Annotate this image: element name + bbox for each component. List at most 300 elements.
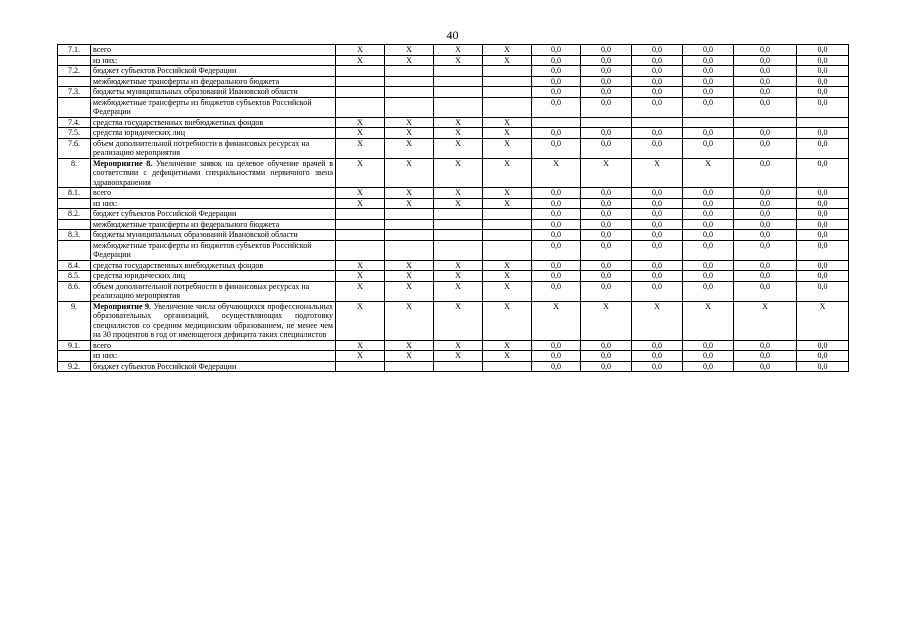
value-cell: X: [385, 281, 434, 301]
value-cell: [336, 230, 385, 241]
value-cell: 0,0: [632, 128, 683, 139]
value-cell: 0,0: [683, 97, 734, 117]
value-cell: 0,0: [734, 240, 797, 260]
value-cell: 0,0: [683, 198, 734, 209]
table-row: [58, 87, 849, 98]
row-number: 8.: [58, 158, 91, 188]
value-cell: 0,0: [581, 340, 632, 351]
value-cell: X: [336, 351, 385, 362]
value-cell: X: [483, 45, 532, 56]
value-cell: [434, 219, 483, 230]
row-name: межбюджетные трансферты из бюджетов субъектов Российской Федерации: [91, 240, 336, 260]
row-number: 8.4.: [58, 260, 91, 271]
value-cell: 0,0: [632, 209, 683, 220]
value-cell: 0,0: [581, 281, 632, 301]
row-number: 9.: [58, 301, 91, 340]
value-cell: 0,0: [734, 219, 797, 230]
value-cell: 0,0: [683, 351, 734, 362]
value-cell: 0,0: [532, 240, 581, 260]
table-row: [58, 117, 849, 128]
value-cell: 0,0: [683, 188, 734, 199]
table-row: [58, 230, 849, 241]
value-cell: [483, 230, 532, 241]
value-cell: X: [581, 301, 632, 340]
row-number: 7.5.: [58, 128, 91, 139]
value-cell: 0,0: [734, 209, 797, 220]
value-cell: [385, 97, 434, 117]
value-cell: 0,0: [797, 281, 849, 301]
value-cell: X: [434, 271, 483, 282]
value-cell: X: [434, 188, 483, 199]
value-cell: [434, 66, 483, 77]
row-name: всего: [91, 188, 336, 199]
row-name: бюджеты муниципальных образований Ивановской области: [91, 87, 336, 98]
value-cell: [483, 66, 532, 77]
table-row: [58, 76, 849, 87]
value-cell: 0,0: [581, 240, 632, 260]
table-row: [58, 271, 849, 282]
value-cell: [385, 240, 434, 260]
value-cell: X: [336, 158, 385, 188]
value-cell: X: [632, 158, 683, 188]
value-cell: 0,0: [581, 260, 632, 271]
value-cell: X: [336, 128, 385, 139]
value-cell: 0,0: [532, 271, 581, 282]
row-name: объем дополнительной потребности в финансовых ресурсах на реализацию мероприятия: [91, 281, 336, 301]
value-cell: X: [483, 340, 532, 351]
value-cell: 0,0: [683, 55, 734, 66]
value-cell: 0,0: [632, 271, 683, 282]
value-cell: 0,0: [734, 188, 797, 199]
row-number: [58, 76, 91, 87]
value-cell: X: [434, 55, 483, 66]
value-cell: [385, 219, 434, 230]
row-name: межбюджетные трансферты из бюджетов субъектов Российской Федерации: [91, 97, 336, 117]
value-cell: [483, 219, 532, 230]
value-cell: X: [385, 158, 434, 188]
table-row: [58, 351, 849, 362]
value-cell: X: [434, 351, 483, 362]
value-cell: X: [336, 271, 385, 282]
value-cell: [336, 97, 385, 117]
value-cell: X: [434, 340, 483, 351]
value-cell: X: [483, 301, 532, 340]
value-cell: [483, 209, 532, 220]
value-cell: [797, 117, 849, 128]
value-cell: [483, 361, 532, 372]
value-cell: 0,0: [532, 340, 581, 351]
row-number: 7.3.: [58, 87, 91, 98]
measure-text: Увеличение заявок на целевое обучение врачей в соответствии с дефицитными специальностями первичного звена здравоохранения: [93, 158, 334, 187]
value-cell: 0,0: [734, 55, 797, 66]
row-name: бюджет субъектов Российской Федерации: [91, 209, 336, 220]
value-cell: X: [385, 340, 434, 351]
table-row: [58, 209, 849, 220]
value-cell: 0,0: [797, 97, 849, 117]
table-row: [58, 301, 849, 340]
value-cell: 0,0: [581, 351, 632, 362]
measure-title: [91, 301, 336, 340]
value-cell: [336, 219, 385, 230]
value-cell: 0,0: [581, 188, 632, 199]
table-row: [58, 188, 849, 199]
value-cell: X: [434, 158, 483, 188]
row-number: 8.1.: [58, 188, 91, 199]
value-cell: [385, 87, 434, 98]
value-cell: X: [385, 260, 434, 271]
value-cell: 0,0: [734, 45, 797, 56]
value-cell: 0,0: [683, 219, 734, 230]
value-cell: 0,0: [797, 271, 849, 282]
value-cell: 0,0: [734, 340, 797, 351]
value-cell: 0,0: [581, 198, 632, 209]
value-cell: [434, 240, 483, 260]
value-cell: [434, 230, 483, 241]
value-cell: X: [483, 138, 532, 158]
value-cell: [434, 76, 483, 87]
value-cell: X: [434, 260, 483, 271]
value-cell: X: [581, 158, 632, 188]
value-cell: [483, 97, 532, 117]
value-cell: 0,0: [632, 219, 683, 230]
value-cell: 0,0: [797, 361, 849, 372]
value-cell: X: [483, 55, 532, 66]
value-cell: 0,0: [581, 128, 632, 139]
value-cell: [581, 117, 632, 128]
value-cell: X: [434, 138, 483, 158]
row-number: [58, 198, 91, 209]
value-cell: [483, 76, 532, 87]
table-row: [58, 138, 849, 158]
value-cell: 0,0: [581, 45, 632, 56]
value-cell: 0,0: [797, 198, 849, 209]
value-cell: 0,0: [734, 76, 797, 87]
row-name: из них:: [91, 198, 336, 209]
value-cell: 0,0: [581, 97, 632, 117]
value-cell: X: [385, 55, 434, 66]
page-number: 40: [446, 28, 459, 42]
row-number: [58, 97, 91, 117]
value-cell: X: [532, 158, 581, 188]
table-row: [58, 340, 849, 351]
value-cell: 0,0: [532, 198, 581, 209]
value-cell: X: [336, 198, 385, 209]
value-cell: 0,0: [532, 209, 581, 220]
value-cell: 0,0: [632, 281, 683, 301]
value-cell: X: [336, 340, 385, 351]
value-cell: 0,0: [632, 361, 683, 372]
value-cell: X: [385, 188, 434, 199]
value-cell: 0,0: [632, 230, 683, 241]
value-cell: 0,0: [734, 66, 797, 77]
value-cell: 0,0: [581, 209, 632, 220]
value-cell: 0,0: [532, 219, 581, 230]
value-cell: 0,0: [532, 281, 581, 301]
value-cell: X: [483, 260, 532, 271]
table-row: [58, 45, 849, 56]
measure-title: [91, 158, 336, 188]
value-cell: [734, 117, 797, 128]
value-cell: 0,0: [632, 87, 683, 98]
measure-text: Увеличение числа обучающихся профессиональных образовательных организаций, осуществляющих подготовку специалистов со средним медицинским образованием, не менее чем на 30 процентов в год от имеющегося дефицита таких специалистов: [93, 301, 333, 339]
value-cell: 0,0: [532, 87, 581, 98]
value-cell: 0,0: [683, 45, 734, 56]
table-row: [58, 158, 849, 188]
value-cell: X: [434, 301, 483, 340]
value-cell: 0,0: [734, 198, 797, 209]
value-cell: 0,0: [532, 351, 581, 362]
value-cell: X: [734, 301, 797, 340]
value-cell: 0,0: [683, 260, 734, 271]
value-cell: 0,0: [632, 188, 683, 199]
value-cell: [483, 87, 532, 98]
row-name: из них:: [91, 55, 336, 66]
value-cell: X: [336, 55, 385, 66]
row-number: [58, 55, 91, 66]
value-cell: X: [483, 188, 532, 199]
value-cell: 0,0: [532, 260, 581, 271]
value-cell: 0,0: [532, 76, 581, 87]
value-cell: 0,0: [632, 45, 683, 56]
value-cell: X: [336, 117, 385, 128]
value-cell: 0,0: [581, 87, 632, 98]
row-number: [58, 219, 91, 230]
row-name: средства юридических лиц: [91, 271, 336, 282]
value-cell: [336, 361, 385, 372]
value-cell: 0,0: [734, 260, 797, 271]
value-cell: 0,0: [581, 66, 632, 77]
value-cell: 0,0: [632, 260, 683, 271]
value-cell: 0,0: [734, 351, 797, 362]
value-cell: X: [483, 128, 532, 139]
table-row: [58, 66, 849, 77]
value-cell: 0,0: [632, 55, 683, 66]
value-cell: 0,0: [532, 138, 581, 158]
value-cell: 0,0: [734, 128, 797, 139]
value-cell: X: [385, 301, 434, 340]
value-cell: 0,0: [532, 128, 581, 139]
row-name: средства государственных внебюджетных фондов: [91, 117, 336, 128]
value-cell: X: [336, 301, 385, 340]
value-cell: X: [483, 158, 532, 188]
value-cell: 0,0: [683, 87, 734, 98]
table-row: [58, 97, 849, 117]
value-cell: [385, 209, 434, 220]
value-cell: X: [336, 45, 385, 56]
value-cell: X: [385, 138, 434, 158]
value-cell: 0,0: [797, 128, 849, 139]
row-number: 8.6.: [58, 281, 91, 301]
value-cell: 0,0: [683, 240, 734, 260]
value-cell: X: [532, 301, 581, 340]
value-cell: 0,0: [532, 55, 581, 66]
value-cell: 0,0: [734, 230, 797, 241]
row-number: 9.1.: [58, 340, 91, 351]
row-number: [58, 351, 91, 362]
table-row: [58, 240, 849, 260]
value-cell: 0,0: [683, 76, 734, 87]
row-name: из них:: [91, 351, 336, 362]
value-cell: X: [385, 128, 434, 139]
value-cell: 0,0: [632, 76, 683, 87]
value-cell: 0,0: [683, 361, 734, 372]
value-cell: X: [385, 198, 434, 209]
value-cell: 0,0: [797, 87, 849, 98]
value-cell: [336, 76, 385, 87]
value-cell: [385, 76, 434, 87]
row-name: бюджет субъектов Российской Федерации: [91, 361, 336, 372]
value-cell: 0,0: [797, 45, 849, 56]
value-cell: 0,0: [581, 219, 632, 230]
row-name: бюджет субъектов Российской Федерации: [91, 66, 336, 77]
value-cell: [385, 230, 434, 241]
value-cell: 0,0: [581, 230, 632, 241]
value-cell: 0,0: [683, 128, 734, 139]
value-cell: [632, 117, 683, 128]
value-cell: X: [434, 281, 483, 301]
value-cell: 0,0: [532, 66, 581, 77]
value-cell: 0,0: [797, 66, 849, 77]
row-number: 7.1.: [58, 45, 91, 56]
value-cell: [483, 240, 532, 260]
value-cell: [434, 87, 483, 98]
row-number: 9.2.: [58, 361, 91, 372]
row-number: 8.2.: [58, 209, 91, 220]
value-cell: 0,0: [532, 45, 581, 56]
value-cell: [683, 117, 734, 128]
value-cell: X: [483, 281, 532, 301]
row-name: средства государственных внебюджетных фондов: [91, 260, 336, 271]
value-cell: 0,0: [632, 97, 683, 117]
value-cell: 0,0: [797, 209, 849, 220]
value-cell: X: [385, 351, 434, 362]
value-cell: X: [385, 45, 434, 56]
value-cell: 0,0: [797, 219, 849, 230]
value-cell: 0,0: [797, 138, 849, 158]
value-cell: [385, 66, 434, 77]
value-cell: 0,0: [734, 87, 797, 98]
budget-table-body: [58, 45, 849, 372]
value-cell: 0,0: [734, 97, 797, 117]
row-number: 7.2.: [58, 66, 91, 77]
value-cell: 0,0: [532, 230, 581, 241]
value-cell: 0,0: [683, 271, 734, 282]
value-cell: [336, 240, 385, 260]
budget-table: [57, 44, 849, 372]
value-cell: X: [336, 260, 385, 271]
table-row: [58, 128, 849, 139]
row-name: объем дополнительной потребности в финансовых ресурсах на реализацию мероприятия: [91, 138, 336, 158]
value-cell: 0,0: [581, 55, 632, 66]
value-cell: 0,0: [683, 281, 734, 301]
value-cell: 0,0: [632, 340, 683, 351]
row-name: средства юридических лиц: [91, 128, 336, 139]
value-cell: 0,0: [683, 66, 734, 77]
value-cell: 0,0: [581, 138, 632, 158]
value-cell: 0,0: [797, 158, 849, 188]
value-cell: X: [336, 138, 385, 158]
value-cell: 0,0: [797, 240, 849, 260]
table-row: [58, 281, 849, 301]
row-name: всего: [91, 45, 336, 56]
value-cell: 0,0: [734, 361, 797, 372]
value-cell: 0,0: [581, 361, 632, 372]
value-cell: 0,0: [632, 351, 683, 362]
value-cell: 0,0: [797, 230, 849, 241]
value-cell: 0,0: [581, 76, 632, 87]
value-cell: 0,0: [797, 76, 849, 87]
value-cell: X: [385, 117, 434, 128]
row-number: 7.4.: [58, 117, 91, 128]
value-cell: 0,0: [532, 361, 581, 372]
row-name: межбюджетные трансферты из федерального бюджета: [91, 219, 336, 230]
value-cell: 0,0: [632, 138, 683, 158]
value-cell: 0,0: [797, 55, 849, 66]
value-cell: X: [434, 198, 483, 209]
value-cell: 0,0: [683, 209, 734, 220]
value-cell: [336, 209, 385, 220]
value-cell: X: [434, 128, 483, 139]
value-cell: 0,0: [734, 138, 797, 158]
value-cell: 0,0: [632, 198, 683, 209]
value-cell: 0,0: [734, 271, 797, 282]
value-cell: 0,0: [632, 240, 683, 260]
value-cell: 0,0: [683, 230, 734, 241]
row-number: [58, 240, 91, 260]
row-name: межбюджетные трансферты из федерального бюджета: [91, 76, 336, 87]
value-cell: [434, 361, 483, 372]
row-name: всего: [91, 340, 336, 351]
value-cell: [532, 117, 581, 128]
value-cell: 0,0: [683, 138, 734, 158]
value-cell: X: [632, 301, 683, 340]
value-cell: 0,0: [632, 66, 683, 77]
value-cell: X: [385, 271, 434, 282]
value-cell: 0,0: [734, 158, 797, 188]
row-number: 7.6.: [58, 138, 91, 158]
value-cell: X: [434, 45, 483, 56]
row-number: 8.5.: [58, 271, 91, 282]
value-cell: 0,0: [532, 188, 581, 199]
value-cell: X: [483, 198, 532, 209]
table-row: [58, 219, 849, 230]
value-cell: [336, 66, 385, 77]
table-row: [58, 55, 849, 66]
value-cell: 0,0: [797, 351, 849, 362]
value-cell: 0,0: [797, 340, 849, 351]
value-cell: X: [483, 351, 532, 362]
value-cell: X: [336, 281, 385, 301]
value-cell: 0,0: [683, 340, 734, 351]
value-cell: X: [483, 117, 532, 128]
value-cell: 0,0: [797, 260, 849, 271]
value-cell: 0,0: [734, 281, 797, 301]
value-cell: X: [434, 117, 483, 128]
value-cell: X: [797, 301, 849, 340]
row-number: 8.3.: [58, 230, 91, 241]
value-cell: X: [683, 158, 734, 188]
value-cell: X: [336, 188, 385, 199]
value-cell: 0,0: [581, 271, 632, 282]
value-cell: [434, 209, 483, 220]
value-cell: 0,0: [532, 97, 581, 117]
table-row: [58, 198, 849, 209]
value-cell: [434, 97, 483, 117]
value-cell: [336, 87, 385, 98]
value-cell: X: [483, 271, 532, 282]
row-name: бюджеты муниципальных образований Ивановской области: [91, 230, 336, 241]
measure-label: Мероприятие 8.: [93, 158, 153, 168]
